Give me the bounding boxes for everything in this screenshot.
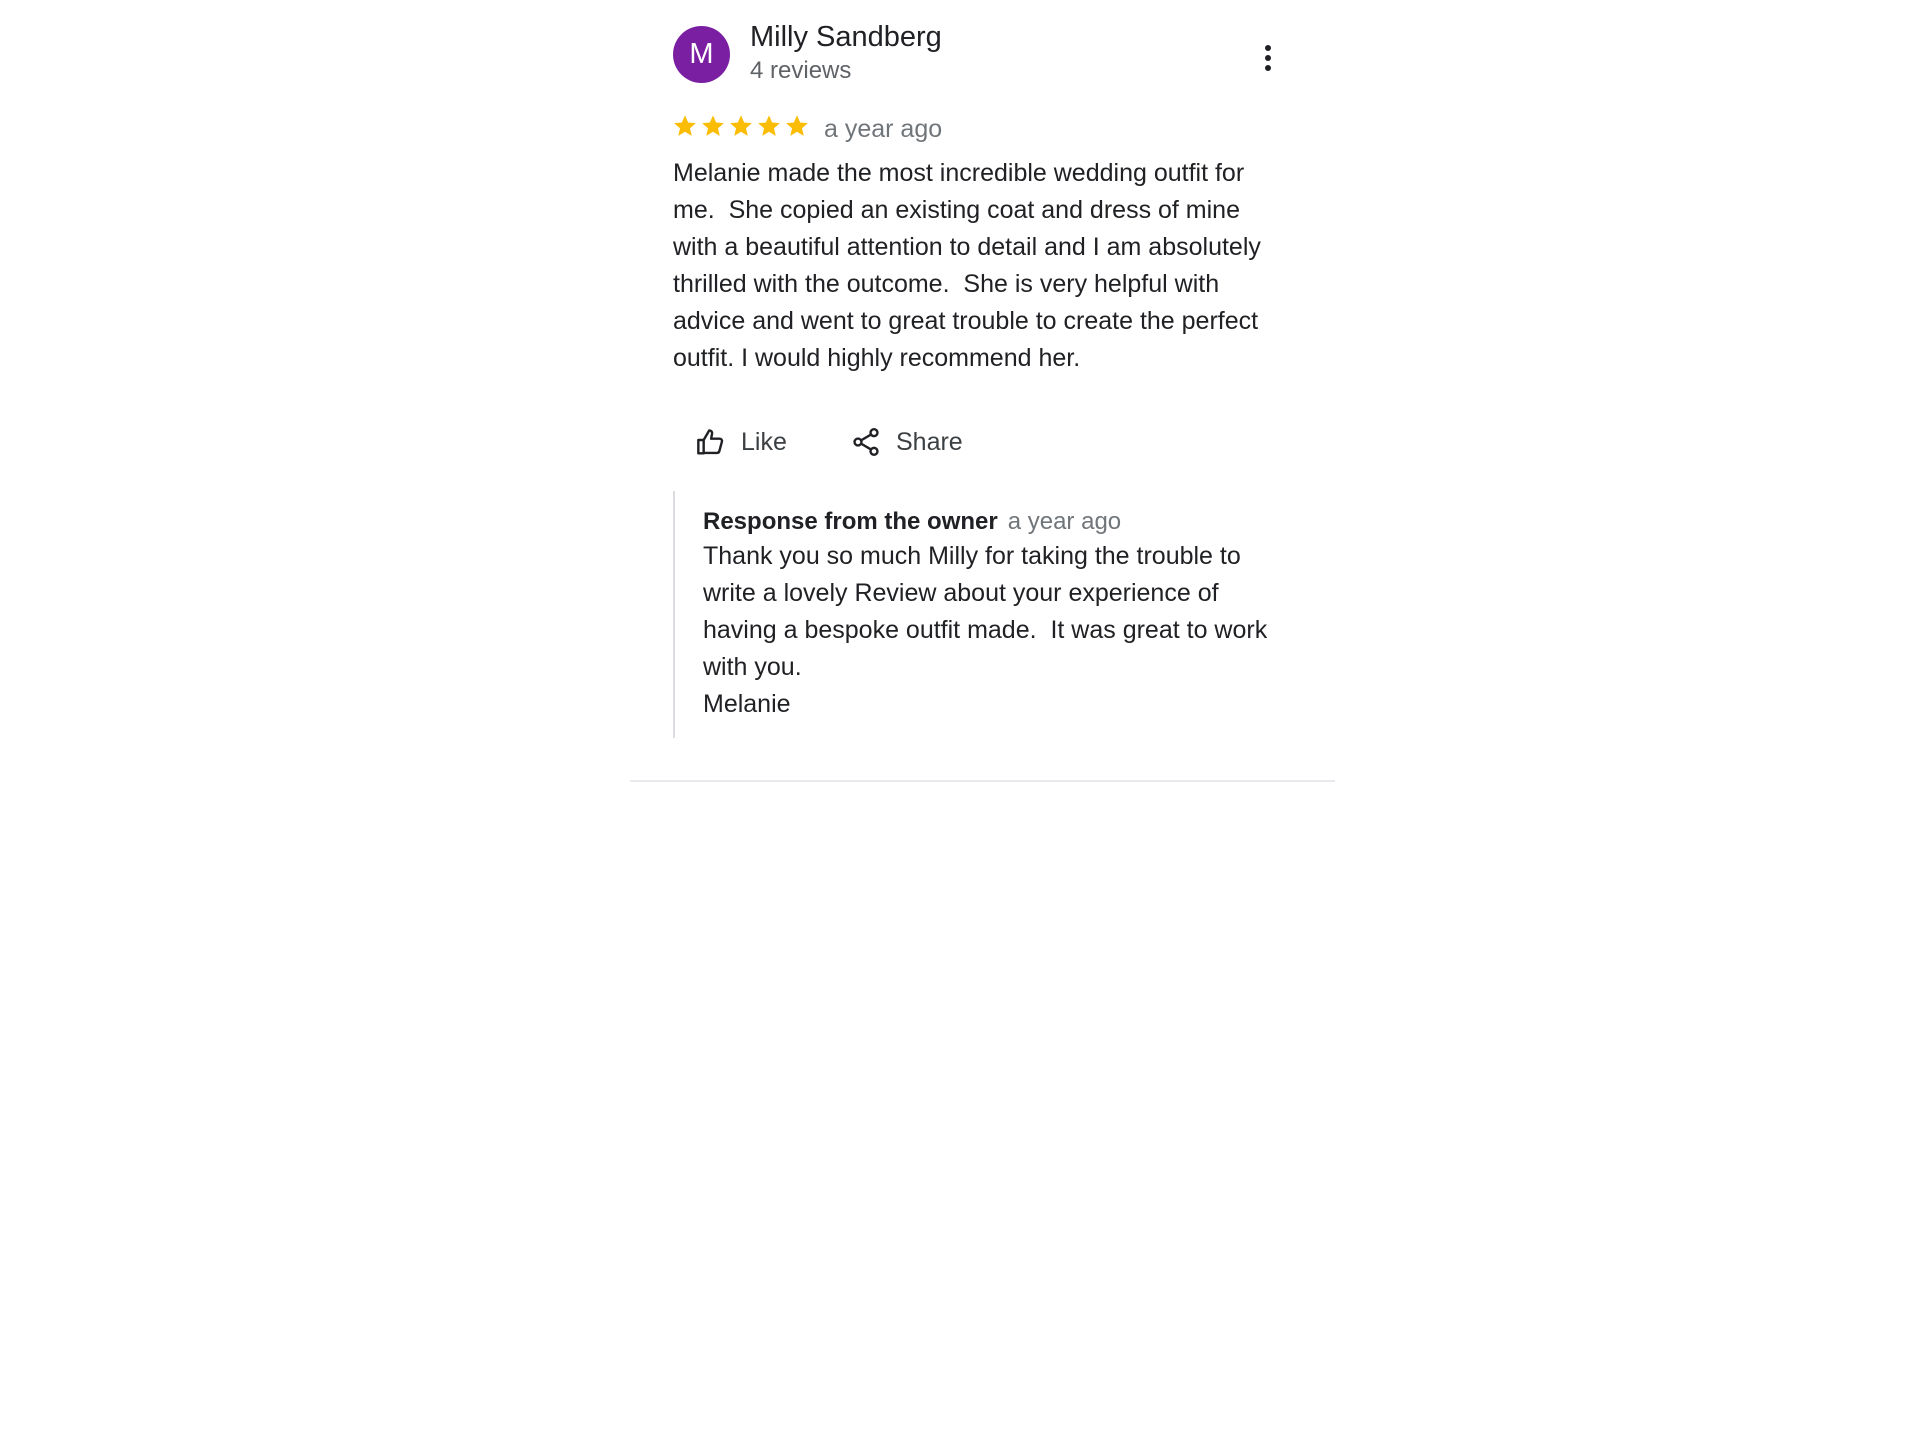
share-button[interactable]: [850, 420, 963, 464]
owner-response-time: a year ago: [1007, 508, 1122, 535]
review-text: Melanie made the most incredible wedding outfit for me. She copied an existing coat and dress of mine with a beautiful attention to detail and I am absolutely thrilled with the outcome. She is very helpful with advice and went to great trouble to create the perfect outfit. I would highly recommend her.: [673, 159, 1261, 372]
share-icon: [850, 426, 882, 458]
star-icon: [784, 113, 810, 139]
star-icon: [728, 113, 754, 139]
owner-response: [673, 491, 1293, 738]
thumb-up-icon: [695, 426, 727, 458]
star-rating: [672, 113, 810, 139]
owner-response-header: [703, 506, 1293, 538]
review-time: a year ago: [824, 115, 943, 143]
like-button[interactable]: [695, 420, 787, 464]
avatar-letter: M: [689, 38, 714, 70]
more-vert-icon: [1265, 45, 1271, 51]
share-label: Share: [896, 427, 963, 456]
star-icon: [756, 113, 782, 139]
review-card: [630, 0, 1335, 782]
reviewer-name[interactable]: Milly Sandberg: [750, 21, 942, 53]
star-icon: [672, 113, 698, 139]
owner-response-text: Thank you so much Milly for taking the trouble to write a lovely Review about your experience of having a bespoke outfit made. It was great to work with you. Melanie: [703, 542, 1268, 718]
star-icon: [700, 113, 726, 139]
reviewer-review-count: 4 reviews: [750, 57, 852, 84]
owner-response-title: Response from the owner: [703, 508, 998, 535]
avatar[interactable]: [673, 26, 730, 83]
more-options-button[interactable]: [1256, 38, 1280, 78]
like-label: Like: [741, 427, 787, 456]
